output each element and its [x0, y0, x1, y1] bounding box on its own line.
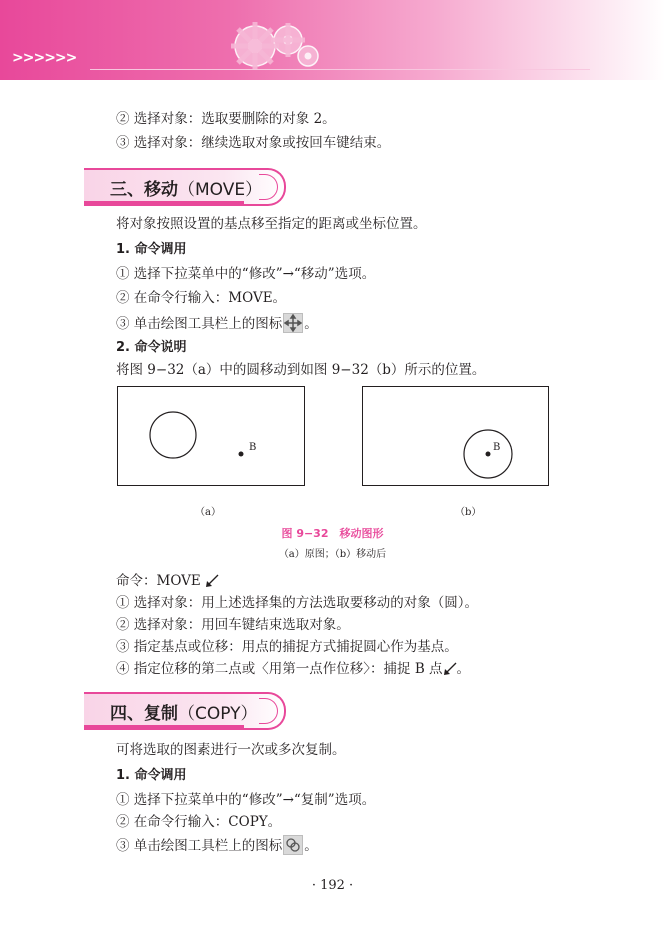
point-b-marker	[239, 452, 244, 457]
subheading-invocation: 1. 命令调用	[116, 242, 187, 257]
copy-step-3-end: 。	[304, 838, 318, 854]
intro-step-2: ② 选择对象：选取要删除的对象 2。	[116, 111, 336, 127]
move-detail-4-end: 。	[456, 661, 471, 677]
section-title-han: 三、移动	[110, 180, 178, 200]
section-title-han: 四、复制	[110, 704, 178, 724]
copy-step-1: ① 选择下拉菜单中的“修改”→“复制”选项。	[116, 792, 376, 808]
section-heading-underline	[84, 201, 244, 204]
figure-a-drawing	[118, 387, 304, 485]
move-step-2: ② 在命令行输入：MOVE。	[116, 290, 287, 306]
figure-b-frame	[362, 386, 549, 486]
point-b-label: B	[249, 442, 257, 453]
chevron-decoration: >>>>>>	[12, 50, 77, 66]
figure-b-label: （b）	[455, 507, 482, 518]
move-icon	[283, 313, 303, 333]
intro-step-3: ③ 选择对象：继续选取对象或按回车键结束。	[116, 135, 391, 151]
copy-icon	[283, 835, 303, 855]
move-detail-3: ③ 指定基点或位移：用点的捕捉方式捕捉圆心作为基点。	[116, 639, 458, 655]
enter-arrow-icon	[443, 662, 457, 676]
section-description: 将对象按照设置的基点移至指定的距离或坐标位置。	[116, 216, 427, 232]
enter-arrow-icon	[205, 574, 219, 588]
move-detail-4	[116, 660, 470, 678]
move-step-3	[116, 313, 318, 333]
move-step-3-text: ③ 单击绘图工具栏上的图标	[116, 316, 283, 332]
move-step-3-end: 。	[304, 316, 318, 332]
figure-a-label: （a）	[195, 507, 221, 518]
page-header-banner	[0, 0, 665, 80]
section-title-copy	[110, 699, 258, 724]
section-title-en: （MOVE）	[178, 180, 263, 200]
copy-step-2: ② 在命令行输入：COPY。	[116, 814, 282, 830]
copy-step-3-text: ③ 单击绘图工具栏上的图标	[116, 838, 283, 854]
section-title-move	[110, 175, 262, 200]
move-detail-2: ② 选择对象：用回车键结束选取对象。	[116, 617, 350, 633]
command-line	[116, 572, 219, 590]
figure-caption: 图 9−32 移动图形	[281, 527, 384, 540]
section-heading-underline	[84, 725, 244, 728]
move-step-1: ① 选择下拉菜单中的“修改”→“移动”选项。	[116, 266, 376, 282]
gears-icon	[220, 16, 330, 76]
figure-a-frame	[117, 386, 305, 486]
move-detail-4-text: ④ 指定位移的第二点或〈用第一点作位移〉：捕捉 B 点	[116, 661, 443, 677]
figure-b-drawing	[363, 387, 548, 485]
move-detail-1: ① 选择对象：用上述选择集的方法选取要移动的对象（圆）。	[116, 595, 479, 611]
header-rule	[90, 69, 590, 70]
circle-shape	[150, 412, 196, 458]
command-line-text: 命令：MOVE	[116, 573, 201, 589]
figure-intro: 将图 9−32（a）中的圆移动到如图 9−32（b）所示的位置。	[116, 362, 486, 378]
copy-step-3	[116, 835, 318, 855]
point-b-marker-moved	[486, 452, 491, 457]
subheading-description: 2. 命令说明	[116, 340, 187, 355]
section-title-en: （COPY）	[178, 704, 258, 724]
page-number: · 192 ·	[311, 878, 354, 893]
section-description: 可将选取的图素进行一次或多次复制。	[116, 742, 346, 758]
subheading-invocation: 1. 命令调用	[116, 768, 187, 783]
figure-subcaption: （a）原图；（b）移动后	[278, 549, 387, 560]
point-b-label-moved: B	[493, 442, 501, 453]
